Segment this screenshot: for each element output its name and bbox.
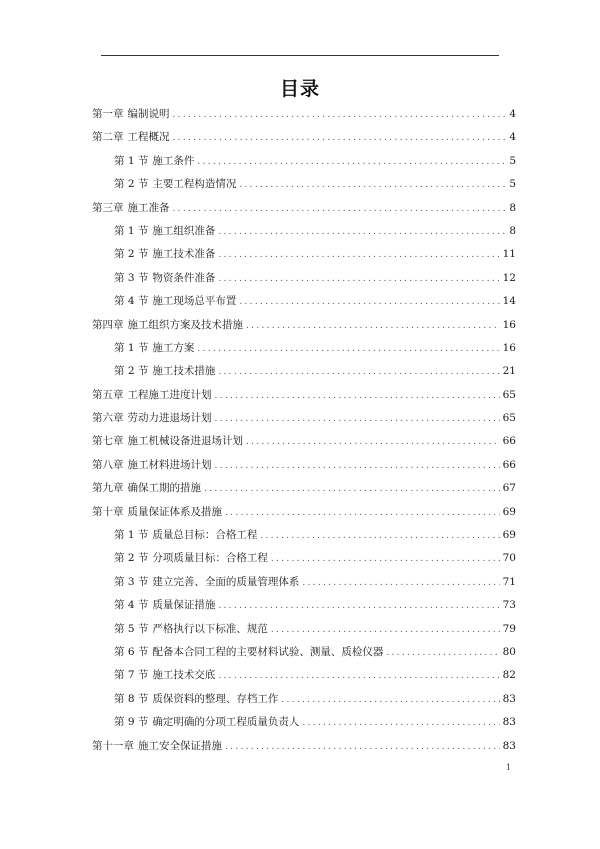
toc-entry-page: 5: [509, 178, 516, 191]
toc-entry-number: 第 2 节: [114, 248, 149, 261]
toc-entry-page: 8: [509, 224, 516, 237]
toc-entry-page: 14: [502, 295, 516, 308]
toc-entry-label: [92, 735, 222, 758]
toc-chapter-entry[interactable]: [92, 454, 516, 477]
toc-entry-number: 第 2 节: [114, 178, 149, 191]
toc-entry-page: 79: [502, 622, 516, 635]
toc-dot-leader: [218, 244, 499, 267]
toc-chapter-entry[interactable]: [92, 477, 516, 500]
toc-entry-label: [114, 243, 215, 266]
toc-entry-label: [114, 571, 299, 594]
toc-dot-leader: [215, 455, 500, 478]
toc-entry-label: [114, 337, 194, 360]
toc-entry-number: 第 4 节: [114, 295, 149, 308]
toc-section-entry[interactable]: [92, 618, 516, 641]
toc-entry-label: [114, 594, 215, 617]
toc-entry-page: 4: [509, 131, 516, 144]
toc-entry-title: 质量总目标：合格工程: [152, 529, 258, 542]
toc-dot-leader: [246, 431, 500, 454]
toc-entry-title: 编制说明: [127, 108, 170, 120]
toc-entry-label: [114, 641, 383, 664]
toc-section-entry[interactable]: [92, 337, 516, 360]
toc-dot-leader: [218, 665, 499, 688]
toc-entry-number: 第 3 节: [114, 271, 149, 284]
footer-page-number: 1: [506, 763, 512, 772]
toc-dot-leader: [218, 595, 499, 618]
toc-entry-page: 16: [502, 318, 516, 331]
toc-section-entry[interactable]: [92, 360, 516, 383]
toc-dot-leader: [302, 712, 499, 735]
toc-dot-leader: [215, 408, 500, 431]
toc-entry-title: 施工现场总平布置: [152, 295, 237, 308]
toc-section-entry[interactable]: [92, 150, 516, 173]
toc-chapter-entry[interactable]: [92, 735, 516, 758]
toc-entry-number: 第九章: [92, 482, 124, 495]
toc-dot-leader: [218, 361, 499, 384]
toc-entry-number: 第 6 节: [114, 645, 149, 658]
toc-entry-title: 施工机械设备进退场计划: [127, 435, 243, 448]
toc-entry-label: [92, 430, 243, 453]
toc-entry-page: 83: [502, 716, 516, 729]
toc-entry-label: [92, 126, 170, 149]
toc-entry-title: 施工技术措施: [152, 365, 216, 378]
toc-entry-page: 83: [502, 692, 516, 705]
toc-chapter-entry[interactable]: [92, 384, 516, 407]
toc-entry-title: 劳动力进退场计划: [127, 412, 212, 425]
toc-chapter-entry[interactable]: [92, 126, 516, 149]
toc-entry-title: 确保工期的措施: [127, 482, 201, 495]
toc-dot-leader: [197, 338, 499, 361]
toc-entry-number: 第 2 节: [114, 365, 149, 378]
toc-entry-page: 12: [502, 271, 516, 284]
toc-entry-number: 第八章: [92, 458, 124, 471]
toc-entry-title: 建立完善、全面的质量管理体系: [152, 575, 300, 588]
toc-chapter-entry[interactable]: [92, 197, 516, 220]
toc-entry-number: 第四章: [92, 318, 124, 331]
toc-entry-title: 施工准备: [127, 201, 170, 214]
toc-entry-label: [92, 477, 201, 500]
toc-entry-title: 施工技术准备: [152, 248, 216, 261]
toc-dot-leader: [386, 642, 499, 665]
toc-section-entry[interactable]: [92, 290, 516, 313]
toc-entry-label: [114, 290, 236, 313]
toc-entry-title: 分项质量目标：合格工程: [152, 552, 268, 565]
toc-chapter-entry[interactable]: [92, 407, 516, 430]
toc-entry-label: [114, 618, 268, 641]
toc-section-entry[interactable]: [92, 711, 516, 734]
toc-entry-page: 65: [502, 388, 516, 401]
toc-entry-number: 第 9 节: [114, 716, 149, 729]
toc-entry-label: [114, 688, 278, 711]
toc-entry-label: [114, 150, 194, 173]
toc-entry-number: 第 7 节: [114, 669, 149, 682]
toc-entry-page: 11: [502, 248, 516, 261]
toc-entry-title: 工程施工进度计划: [127, 388, 212, 401]
toc-dot-leader: [281, 689, 499, 712]
toc-dot-leader: [302, 572, 499, 595]
toc-chapter-entry[interactable]: [92, 103, 516, 126]
toc-entry-number: 第 1 节: [114, 224, 149, 237]
toc-entry-number: 第七章: [92, 435, 124, 448]
toc-chapter-entry[interactable]: [92, 501, 516, 524]
toc-entry-page: 69: [502, 505, 516, 518]
toc-entry-number: 第十章: [92, 505, 124, 518]
toc-entry-title: 物资条件准备: [152, 271, 216, 284]
toc-entry-number: 第六章: [92, 412, 124, 425]
toc-section-entry[interactable]: [92, 664, 516, 687]
toc-entry-title: 配备本合同工程的主要材料试验、测量、质检仪器: [152, 645, 384, 658]
toc-entry-label: [92, 384, 212, 407]
toc-entry-title: 施工技术交底: [152, 669, 216, 682]
toc-entry-page: 66: [502, 458, 516, 471]
toc-entry-label: [114, 664, 215, 687]
toc-entry-label: [114, 524, 257, 547]
toc-entry-title: 质量保证体系及措施: [127, 505, 222, 518]
toc-dot-leader: [173, 104, 507, 127]
toc-entry-number: 第 1 节: [114, 341, 149, 354]
toc-entry-number: 第 1 节: [114, 154, 149, 167]
toc-section-entry[interactable]: [92, 173, 516, 196]
toc-entry-number: 第五章: [92, 388, 124, 401]
toc-entry-label: [114, 267, 215, 290]
toc-chapter-entry[interactable]: [92, 430, 516, 453]
toc-entry-page: 4: [509, 108, 516, 120]
toc-entry-title: 工程概况: [127, 131, 170, 144]
toc-entry-page: 65: [502, 412, 516, 425]
toc-entry-number: 第一章: [92, 108, 124, 120]
toc-entry-number: 第 1 节: [114, 529, 149, 542]
toc-entry-page: 21: [502, 365, 516, 378]
toc-entry-page: 82: [502, 669, 516, 682]
toc-entry-title: 确定明确的分项工程质量负责人: [152, 716, 300, 729]
toc-section-entry[interactable]: [92, 641, 516, 664]
toc-entry-page: 80: [502, 645, 516, 658]
toc-dot-leader: [173, 127, 507, 150]
toc-dot-leader: [197, 151, 506, 174]
toc-entry-number: 第 5 节: [114, 622, 149, 635]
toc-dot-leader: [271, 619, 500, 642]
page-title: 目录: [279, 78, 320, 100]
toc-entry-number: 第 8 节: [114, 692, 149, 705]
toc-dot-leader: [173, 198, 507, 221]
toc-entry-page: 69: [502, 529, 516, 542]
toc-section-entry[interactable]: [92, 688, 516, 711]
toc-entry-label: [92, 103, 170, 126]
toc-section-entry[interactable]: [92, 220, 516, 243]
toc-section-entry[interactable]: [92, 524, 516, 547]
toc-entry-page: 5: [509, 154, 516, 167]
toc-entry-label: [114, 547, 268, 570]
toc-section-entry[interactable]: [92, 571, 516, 594]
toc-entry-page: 70: [502, 552, 516, 565]
toc-entry-page: 8: [509, 201, 516, 214]
toc-entry-title: 施工条件: [152, 154, 195, 167]
toc-entry-title: 质量保证措施: [152, 599, 216, 612]
toc-section-entry[interactable]: [92, 243, 516, 266]
toc-entry-label: [114, 711, 299, 734]
table-of-contents: [92, 103, 516, 758]
toc-entry-label: [114, 220, 215, 243]
toc-entry-page: 71: [502, 575, 516, 588]
toc-entry-number: 第三章: [92, 201, 124, 214]
toc-entry-number: 第 4 节: [114, 599, 149, 612]
toc-entry-title: 质保资料的整理、存档工作: [152, 692, 279, 705]
toc-section-entry[interactable]: [92, 547, 516, 570]
toc-entry-label: [92, 501, 222, 524]
toc-dot-leader: [246, 315, 500, 338]
toc-dot-leader: [218, 221, 506, 244]
toc-entry-label: [114, 360, 215, 383]
toc-entry-title: 施工方案: [152, 341, 195, 354]
toc-section-entry[interactable]: [92, 267, 516, 290]
toc-entry-title: 主要工程构造情况: [152, 178, 237, 191]
toc-entry-page: 73: [502, 599, 516, 612]
toc-entry-label: [92, 407, 212, 430]
toc-dot-leader: [239, 291, 499, 314]
toc-entry-title: 严格执行以下标准、规范: [152, 622, 268, 635]
toc-entry-title: 施工材料进场计划: [127, 458, 212, 471]
toc-entry-number: 第二章: [92, 131, 124, 144]
toc-dot-leader: [215, 385, 500, 408]
toc-section-entry[interactable]: [92, 594, 516, 617]
toc-dot-leader: [225, 736, 500, 759]
toc-dot-leader: [225, 502, 500, 525]
toc-dot-leader: [260, 525, 499, 548]
toc-chapter-entry[interactable]: [92, 314, 516, 337]
toc-dot-leader: [204, 478, 500, 501]
toc-dot-leader: [218, 268, 499, 291]
toc-entry-number: 第 3 节: [114, 575, 149, 588]
toc-dot-leader: [239, 174, 506, 197]
toc-entry-page: 83: [502, 739, 516, 752]
toc-entry-label: [114, 173, 236, 196]
toc-entry-title: 施工安全保证措施: [138, 739, 222, 752]
toc-entry-title: 施工组织方案及技术措施: [127, 318, 243, 331]
toc-entry-title: 施工组织准备: [152, 224, 216, 237]
toc-entry-page: 67: [502, 482, 516, 495]
toc-dot-leader: [271, 548, 500, 571]
toc-entry-label: [92, 197, 170, 220]
toc-entry-number: 第 2 节: [114, 552, 149, 565]
header-rule: [101, 55, 499, 56]
toc-entry-page: 16: [502, 341, 516, 354]
toc-entry-number: 第十一章: [92, 739, 134, 752]
toc-entry-label: [92, 314, 243, 337]
toc-entry-page: 66: [502, 435, 516, 448]
toc-entry-label: [92, 454, 212, 477]
